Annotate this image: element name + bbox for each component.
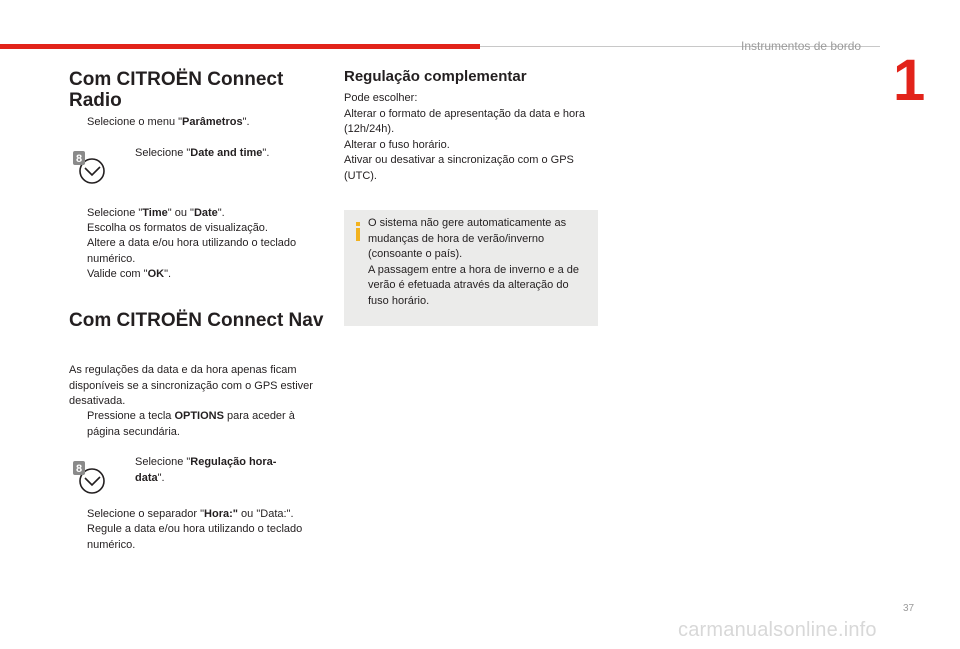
section-title: Instrumentos de bordo — [741, 39, 862, 53]
nav-intro: As regulações da data e da hora apenas ficam disponíveis se a sincronização com o GPS estiver desativada. — [69, 364, 313, 407]
radio-step-format: Escolha os formatos de visualização. — [87, 222, 268, 234]
radio-heading — [69, 69, 283, 111]
info-note-text — [368, 216, 590, 309]
header-accent-bar — [0, 44, 480, 49]
svg-text:8: 8 — [75, 153, 83, 165]
site-watermark: carmanualsonline.info — [678, 619, 877, 641]
body-line: Pode escolher: — [344, 92, 418, 104]
radio-step-time-date: Selecione "Time" ou "Date". — [87, 207, 225, 219]
radio-step-menu: Selecione o menu "Parâmetros". — [87, 116, 250, 128]
svg-text:8: 8 — [75, 463, 83, 475]
nav-step-separator: Selecione o separador "Hora:" ou "Data:". — [87, 508, 294, 520]
radio-step-date-time: Selecione "Date and time". — [135, 147, 270, 159]
body-line: Alterar o fuso horário. — [344, 138, 450, 151]
radio-step-change: Altere a data e/ou hora utilizando o teclado numérico. — [87, 237, 297, 265]
chapter-number: 1 — [893, 48, 926, 113]
body-line: Alterar o formato de apresentação da data e hora (12h/24h). — [344, 107, 585, 135]
radio-heading-line1: Com CITROËN Connect — [69, 69, 284, 90]
info-line: O sistema não gere automaticamente as mudanças de hora de verão/inverno (consoante o país). — [368, 217, 567, 260]
touchscreen-menu-icon — [72, 150, 106, 184]
nav-heading: Com CITROËN Connect Nav — [69, 310, 324, 331]
nav-step-regulacao: Selecione "Regulação hora-data". — [135, 456, 277, 484]
radio-step-validate: Valide com "OK". — [87, 268, 172, 280]
touchscreen-menu-icon — [72, 460, 106, 494]
complementar-body — [344, 91, 599, 184]
radio-heading-line2: Radio — [69, 90, 122, 111]
body-line: Ativar ou desativar a sincronização com o GPS (UTC). — [344, 154, 574, 182]
info-line: A passagem entre a hora de inverno e a de verão é efetuada através da alteração do fuso horário. — [368, 263, 579, 307]
page-number: 37 — [903, 603, 915, 614]
info-icon — [355, 222, 361, 241]
complementar-heading: Regulação complementar — [344, 68, 527, 85]
nav-step-adjust: Regule a data e/ou hora utilizando o teclado numérico. — [87, 523, 303, 551]
info-note-box — [344, 210, 598, 326]
nav-step-options: Pressione a tecla OPTIONS para aceder à página secundária. — [87, 410, 295, 438]
